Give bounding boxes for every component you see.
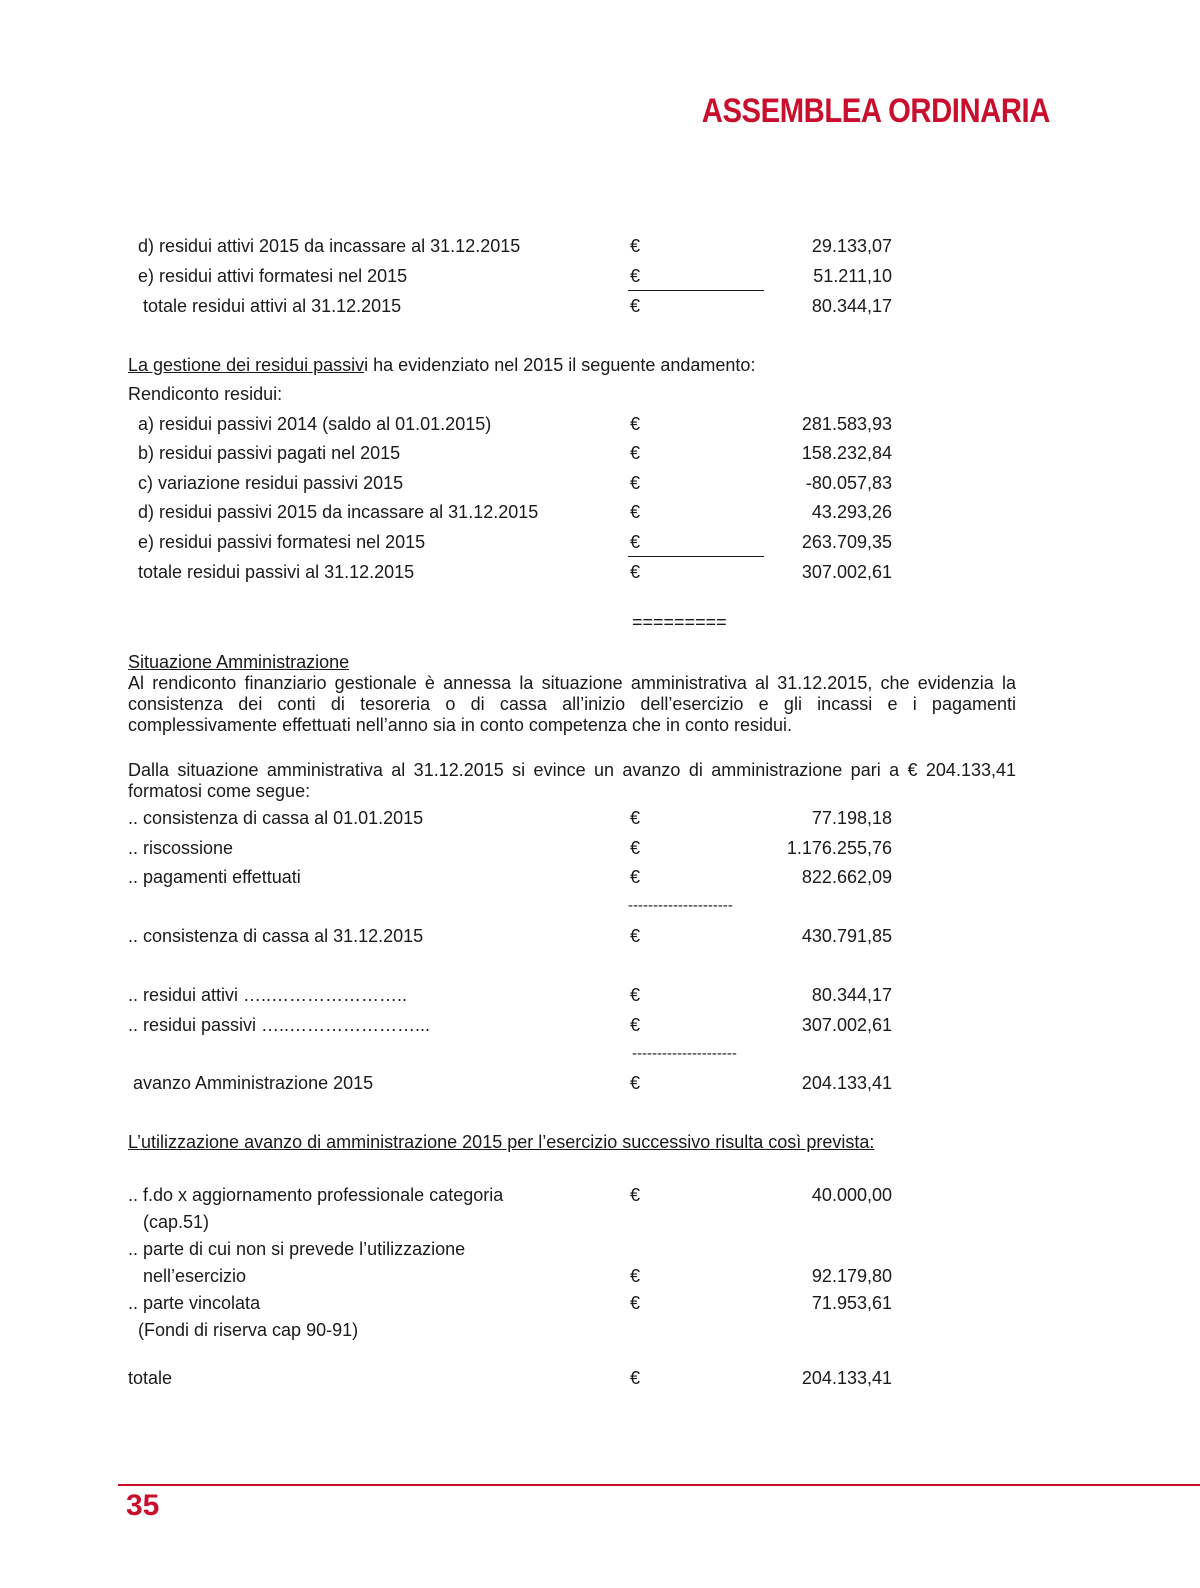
row-label: totale (128, 1368, 173, 1388)
dash-separator: --------------------- (632, 1045, 737, 1062)
row-amount: 430.791,85 (801, 926, 892, 946)
passivi-intro (128, 353, 755, 377)
passivi-intro-underlined: La gestione dei residui passiv (128, 355, 365, 375)
row-amount: 80.344,17 (811, 296, 892, 316)
row-amount: 40.000,00 (811, 1185, 892, 1205)
row-label: d) residui passivi 2015 da incassare al 31.12.2015 (138, 502, 539, 522)
page-number: 35 (126, 1489, 160, 1522)
currency-symbol: € (630, 532, 641, 552)
currency-symbol: € (630, 808, 641, 828)
currency-symbol: € (630, 1073, 641, 1093)
row-amount: 281.583,93 (801, 414, 892, 434)
double-separator: ========= (632, 612, 727, 632)
row-amount: 1.176.255,76 (786, 838, 892, 858)
row-amount: 263.709,35 (801, 532, 892, 552)
currency-symbol: € (630, 296, 641, 316)
currency-symbol: € (630, 838, 641, 858)
currency-symbol: € (630, 1266, 641, 1286)
currency-symbol: € (630, 562, 641, 582)
row-amount: 307.002,61 (801, 562, 892, 582)
row-label: .. pagamenti effettuati (128, 867, 301, 887)
row-label: .. consistenza di cassa al 01.01.2015 (128, 808, 424, 828)
currency-symbol: € (630, 867, 641, 887)
currency-symbol: € (630, 502, 641, 522)
row-amount: 80.344,17 (811, 985, 892, 1005)
row-label: (cap.51) (128, 1212, 210, 1232)
row-amount: 29.133,07 (811, 236, 892, 256)
row-amount: 92.179,80 (811, 1266, 892, 1286)
row-amount: 204.133,41 (801, 1073, 892, 1093)
currency-symbol: € (630, 266, 641, 286)
row-amount: 43.293,26 (811, 502, 892, 522)
currency-symbol: € (630, 926, 641, 946)
footer-rule (118, 1484, 1200, 1486)
situazione-paragraph: Al rendiconto finanziario gestionale è annessa la situazione amministrativa al 31.12.2015, che evidenzia la consistenza dei conti di tesoreria o di cassa all’inizio dell’esercizio e gli incassi e i pagamenti complessivamente effettuati nell’anno sia in conto competenza che in conto residui. (128, 673, 1016, 735)
currency-symbol: € (630, 985, 641, 1005)
row-amount: 71.953,61 (811, 1293, 892, 1313)
subtotal-rule (628, 290, 764, 291)
row-amount: -80.057,83 (805, 473, 892, 493)
row-label: totale residui attivi al 31.12.2015 (138, 296, 402, 316)
row-label: avanzo Amministrazione 2015 (128, 1073, 374, 1093)
row-label: .. f.do x aggiornamento professionale categoria (128, 1185, 504, 1205)
row-amount: 307.002,61 (801, 1015, 892, 1035)
currency-symbol: € (630, 443, 641, 463)
row-label: a) residui passivi 2014 (saldo al 01.01.2015) (138, 414, 492, 434)
row-amount: 51.211,10 (813, 266, 892, 286)
passivi-intro-rest: i ha evidenziato nel 2015 il seguente andamento: (364, 355, 756, 375)
row-label: (Fondi di riserva cap 90-91) (128, 1320, 359, 1340)
row-label: c) variazione residui passivi 2015 (138, 473, 404, 493)
rendiconto-label: Rendiconto residui: (128, 384, 283, 404)
row-label: .. residui attivi …..………………….. (128, 985, 408, 1005)
row-label: .. residui passivi …..…………………... (128, 1015, 431, 1035)
currency-symbol: € (630, 236, 641, 256)
dash-separator: --------------------- (628, 897, 733, 914)
currency-symbol: € (630, 1293, 641, 1313)
subtotal-rule (628, 556, 764, 557)
currency-symbol: € (630, 414, 641, 434)
row-label: e) residui passivi formatesi nel 2015 (138, 532, 426, 552)
row-amount: 77.198,18 (811, 808, 892, 828)
row-label: nell’esercizio (128, 1266, 247, 1286)
currency-symbol: € (630, 1185, 641, 1205)
currency-symbol: € (630, 1368, 641, 1388)
currency-symbol: € (630, 473, 641, 493)
row-label: e) residui attivi formatesi nel 2015 (138, 266, 408, 286)
situazione-heading: Situazione Amministrazione (128, 652, 350, 672)
row-label: totale residui passivi al 31.12.2015 (138, 562, 415, 582)
utilizzazione-heading: L’utilizzazione avanzo di amministrazione 2015 per l’esercizio successivo risulta così prevista: (128, 1132, 875, 1152)
row-label: b) residui passivi pagati nel 2015 (138, 443, 401, 463)
row-label: d) residui attivi 2015 da incassare al 31.12.2015 (138, 236, 521, 256)
row-label: .. riscossione (128, 838, 234, 858)
currency-symbol: € (630, 1015, 641, 1035)
row-label: .. consistenza di cassa al 31.12.2015 (128, 926, 424, 946)
row-label: .. parte vincolata (128, 1293, 261, 1313)
row-amount: 204.133,41 (801, 1368, 892, 1388)
avanzo-paragraph: Dalla situazione amministrativa al 31.12.2015 si evince un avanzo di amministrazione pari a € 204.133,41 formatosi come segue: (128, 760, 1016, 801)
row-label: .. parte di cui non si prevede l’utilizzazione (128, 1239, 466, 1259)
row-amount: 822.662,09 (801, 867, 892, 887)
row-amount: 158.232,84 (801, 443, 892, 463)
header-title: ASSEMBLEA ORDINARIA (701, 92, 1050, 130)
